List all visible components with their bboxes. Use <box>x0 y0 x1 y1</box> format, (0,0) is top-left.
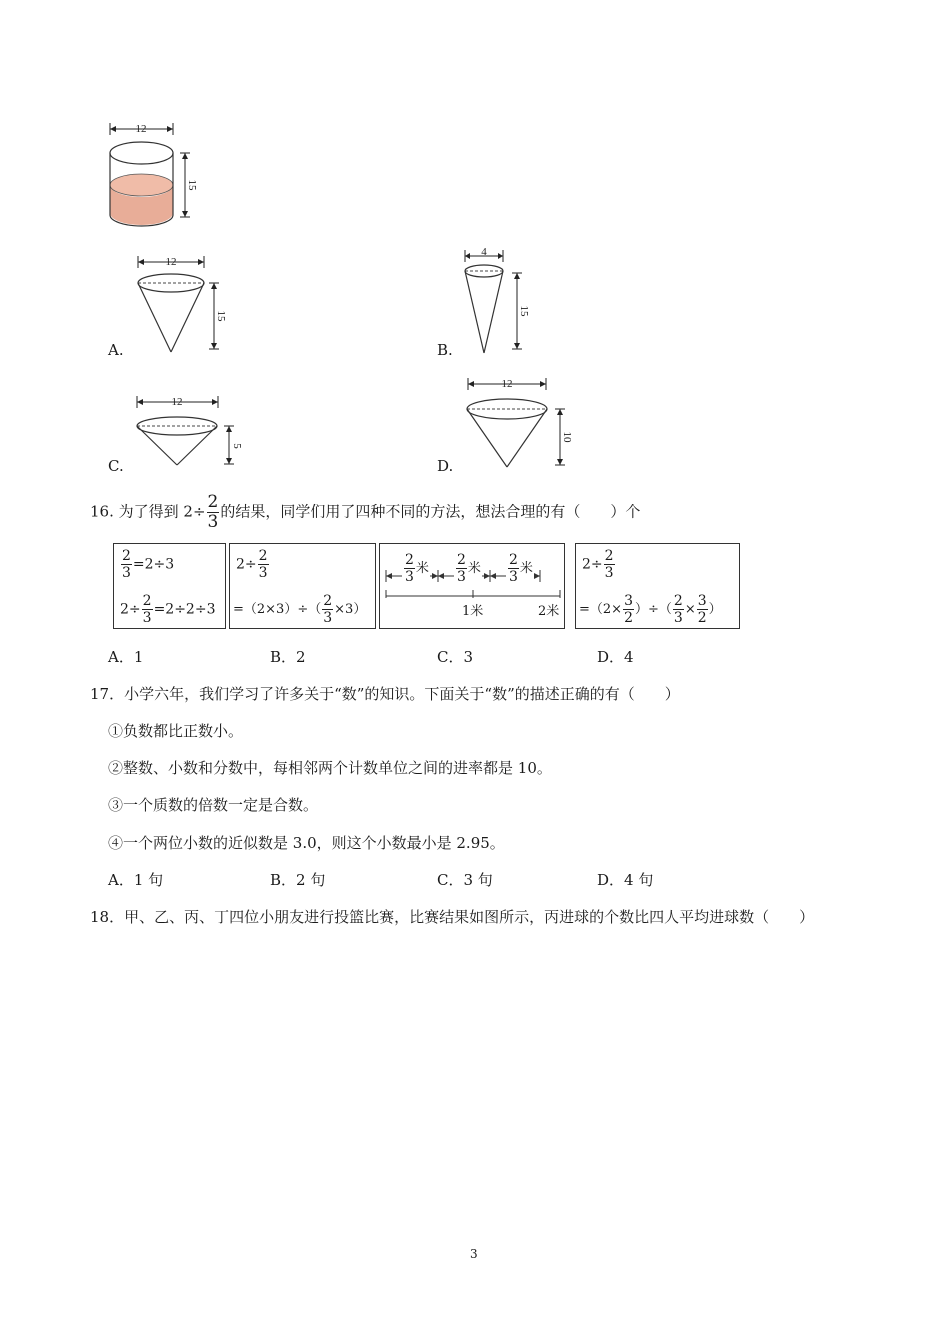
method-box-3: $\frac{2}{3}$ 米 $\frac{2}{3}$ 米 $\frac{2}{3}$ 米 1米 2米 <box>379 543 565 629</box>
q17-statement-3: ③一个质数的倍数一定是合数。 <box>108 796 319 814</box>
cyl-height-label: 15 <box>186 179 198 191</box>
cylinder-figure <box>100 115 210 233</box>
svg-text:12: 12 <box>171 396 183 408</box>
q17-answer-b[interactable]: B．2 句 <box>270 871 326 889</box>
option-b-letter: B. <box>437 341 453 359</box>
cone-option-c <box>130 392 250 472</box>
q17-answer-a[interactable]: A．1 句 <box>108 871 164 889</box>
q16-answer-c[interactable]: C．3 <box>437 648 474 666</box>
q17-statement-1: ①负数都比正数小。 <box>108 722 244 740</box>
q16-answer-b[interactable]: B．2 <box>270 648 306 666</box>
cyl-width-label: 12 <box>135 123 147 135</box>
q17-statement-2: ②整数、小数和分数中，每相邻两个计数单位之间的进率都是 10。 <box>108 759 552 777</box>
q16-answer-d[interactable]: D．4 <box>597 648 634 666</box>
question-16-stem: 16. 为了得到 2÷ $\frac{2}{3}$ 的结果，同学们用了四种不同的方法，想法合理的有（ ）个 <box>90 492 641 532</box>
method-box-1: $\frac{2}{3}$ =2÷3 2÷ $\frac{2}{3}$ =2÷2÷3 <box>113 543 226 629</box>
option-c-letter: C. <box>108 457 124 475</box>
option-d-letter: D. <box>437 457 454 475</box>
svg-text:4: 4 <box>481 246 487 258</box>
cone-option-a <box>130 250 230 358</box>
svg-text:12: 12 <box>165 256 177 268</box>
svg-text:10: 10 <box>561 431 573 443</box>
svg-text:5: 5 <box>231 443 243 449</box>
svg-text:15: 15 <box>215 310 227 322</box>
q17-answer-d[interactable]: D．4 句 <box>597 871 654 889</box>
cone-option-d <box>460 373 575 473</box>
method-box-4: 2÷ $\frac{2}{3}$ =（2× $\frac{3}{2}$ ）÷（ $\frac{2}{3}$ × $\frac{3}{2}$ ） <box>575 543 740 629</box>
option-a-letter: A. <box>108 341 124 359</box>
svg-text:15: 15 <box>518 305 530 317</box>
question-18-stem: 18．甲、乙、丙、丁四位小朋友进行投篮比赛，比赛结果如图所示，丙进球的个数比四人平均进球数（ ） <box>90 908 815 926</box>
q17-statement-4: ④一个两位小数的近似数是 3.0，则这个小数最小是 2.95。 <box>108 834 505 852</box>
q17-answer-c[interactable]: C．3 句 <box>437 871 493 889</box>
svg-text:12: 12 <box>501 378 513 390</box>
page-number: 3 <box>470 1247 478 1261</box>
method-box-2: 2÷ $\frac{2}{3}$ =（2×3）÷（ $\frac{2}{3}$ ×3） <box>229 543 376 629</box>
q16-answer-a[interactable]: A．1 <box>108 648 144 666</box>
question-17-stem: 17．小学六年，我们学习了许多关于“数”的知识。下面关于“数”的描述正确的有（ ） <box>90 685 680 703</box>
cone-option-b <box>455 243 535 358</box>
